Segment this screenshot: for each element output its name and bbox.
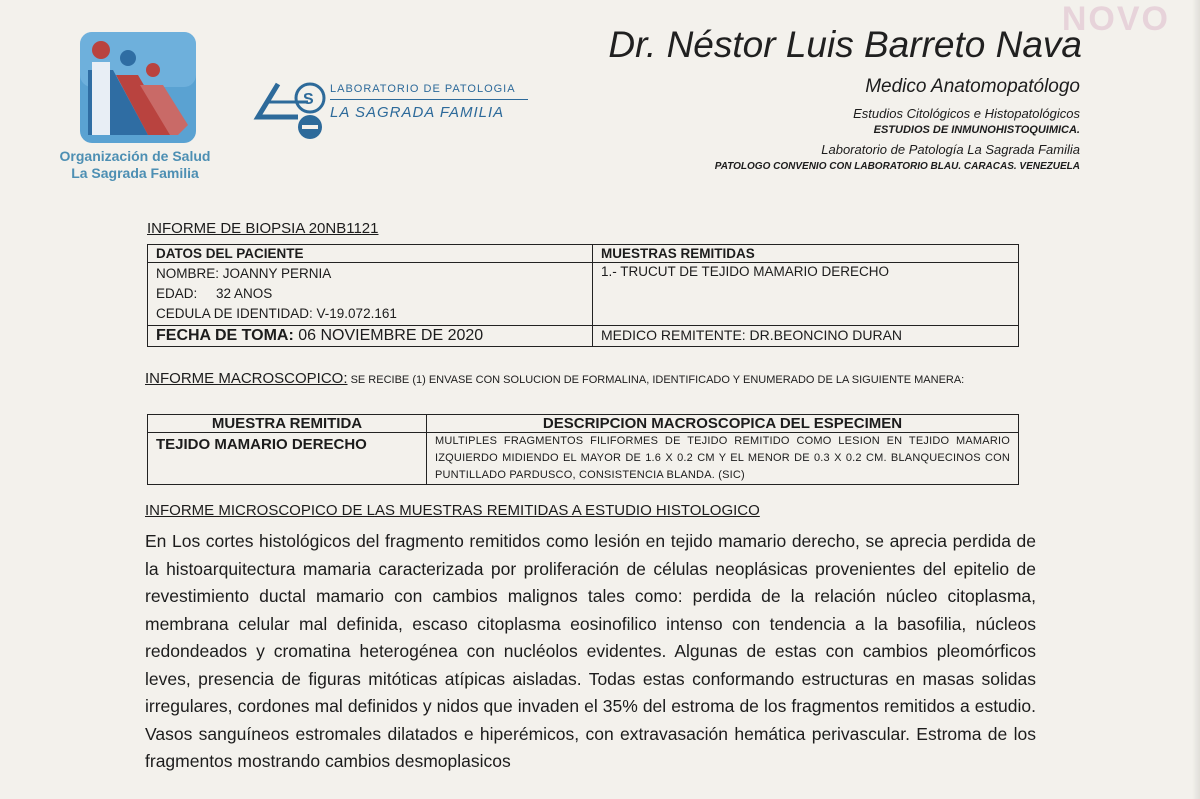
macro-title: INFORME MACROSCOPICO: bbox=[145, 370, 348, 387]
page-edge-shadow bbox=[1192, 0, 1200, 799]
doctor-specialty: Medico Anatomopatólogo bbox=[865, 76, 1080, 97]
macro-description: MULTIPLES FRAGMENTOS FILIFORMES DE TEJIDO REMITIDO COMO LESION EN TEJIDO MAMARIO IZQUIERDO MIDIENDO EL MAYOR DE 1.6 X 0.2 CM Y EL MENOR DE 0.3 X 0.2 CM. BLANQUECINOS CON PUNTILLADO PARDUSCO, CONSISTENCIA BLANDA. (SIC) bbox=[427, 433, 1019, 485]
patient-header: DATOS DEL PACIENTE bbox=[148, 245, 593, 263]
micro-title: INFORME MICROSCOPICO DE LAS MUESTRAS REMITIDAS A ESTUDIO HISTOLOGICO bbox=[145, 502, 760, 519]
organization-name bbox=[45, 148, 225, 182]
doctor-name: Dr. Néstor Luis Barreto Nava bbox=[608, 24, 1082, 65]
samples-header: MUESTRAS REMITIDAS bbox=[593, 245, 1019, 263]
patient-id: CEDULA DE IDENTIDAD: V-19.072.161 bbox=[156, 306, 397, 321]
macro-intro-block bbox=[145, 368, 1035, 391]
collection-date bbox=[148, 326, 593, 347]
samples-item: 1.- TRUCUT DE TEJIDO MAMARIO DERECHO bbox=[593, 263, 1019, 326]
org-name-line1: Organización de Salud bbox=[59, 148, 211, 164]
patient-age: EDAD: 32 ANOS bbox=[156, 286, 273, 301]
macro-col2-header: DESCRIPCION MACROSCOPICA DEL ESPECIMEN bbox=[427, 415, 1019, 433]
report-title: INFORME DE BIOPSIA 20NB1121 bbox=[147, 220, 379, 237]
patient-details bbox=[148, 263, 593, 326]
macro-intro: SE RECIBE (1) ENVASE CON SOLUCION DE FORMALINA, IDENTIFICADO Y ENUMERADO DE LA SIGUIENTE MANERA: bbox=[347, 374, 965, 386]
convenio-line: PATOLOGO CONVENIO CON LABORATORIO BLAU. CARACAS. VENEZUELA bbox=[714, 161, 1080, 172]
referring-physician: MEDICO REMITENTE: DR.BEONCINO DURAN bbox=[593, 326, 1019, 347]
macro-sample: TEJIDO MAMARIO DERECHO bbox=[148, 433, 427, 485]
org-name-line2: La Sagrada Familia bbox=[71, 165, 199, 181]
lab-name-line1: LABORATORIO DE PATOLOGIA bbox=[330, 83, 516, 95]
patient-samples-table bbox=[147, 244, 1019, 347]
studies-line: Estudios Citológicos e Histopatológicos bbox=[853, 106, 1080, 121]
patient-name: NOMBRE: JOANNY PERNIA bbox=[156, 266, 332, 281]
lab-full-name: Laboratorio de Patología La Sagrada Familia bbox=[821, 142, 1080, 157]
date-label: FECHA DE TOMA: bbox=[156, 327, 294, 344]
lab-name-line2: LA SAGRADA FAMILIA bbox=[330, 104, 505, 121]
macro-col1-header: MUESTRA REMITIDA bbox=[148, 415, 427, 433]
micro-text: En Los cortes histológicos del fragmento remitidos como lesión en tejido mamario derecho, se aprecia perdida de la histoarquitectura mamaria caracterizada por proliferación de células neoplásicas provenientes del epitelio de revestimiento ductal mamario con cambios malignos tales como: perdida de la relación núcleo citoplasma, membrana celular mal definida, escaso citoplasma eosinofilico intenso con tendencia a la basofilia, núcleos redondeados y cromatina heterogénea con nucléolos evidentes. Algunas de estas con cambios pleomórficos leves, presencia de figuras mitóticas atípicas aisladas. Todas estas conformando estructuras en masas solidas irregulares, cordones mal definidos y nidos que invaden el 35% del estroma de los fragmentos remitidos a estudio. Vasos sanguíneos estromales dilatados e hiperémicos, con extravasación hemática perivascular. Estroma de los fragmentos mostrando cambios desmoplasicos bbox=[145, 531, 1036, 771]
organization-logo bbox=[78, 30, 198, 145]
stamp-watermark: NOVO bbox=[1061, 0, 1170, 38]
svg-text:S: S bbox=[303, 91, 314, 108]
lab-divider bbox=[330, 99, 528, 100]
date-value: 06 NOVIEMBRE DE 2020 bbox=[293, 327, 484, 344]
ihc-line: ESTUDIOS DE INMUNOHISTOQUIMICA. bbox=[873, 124, 1080, 136]
macro-table bbox=[147, 414, 1019, 485]
